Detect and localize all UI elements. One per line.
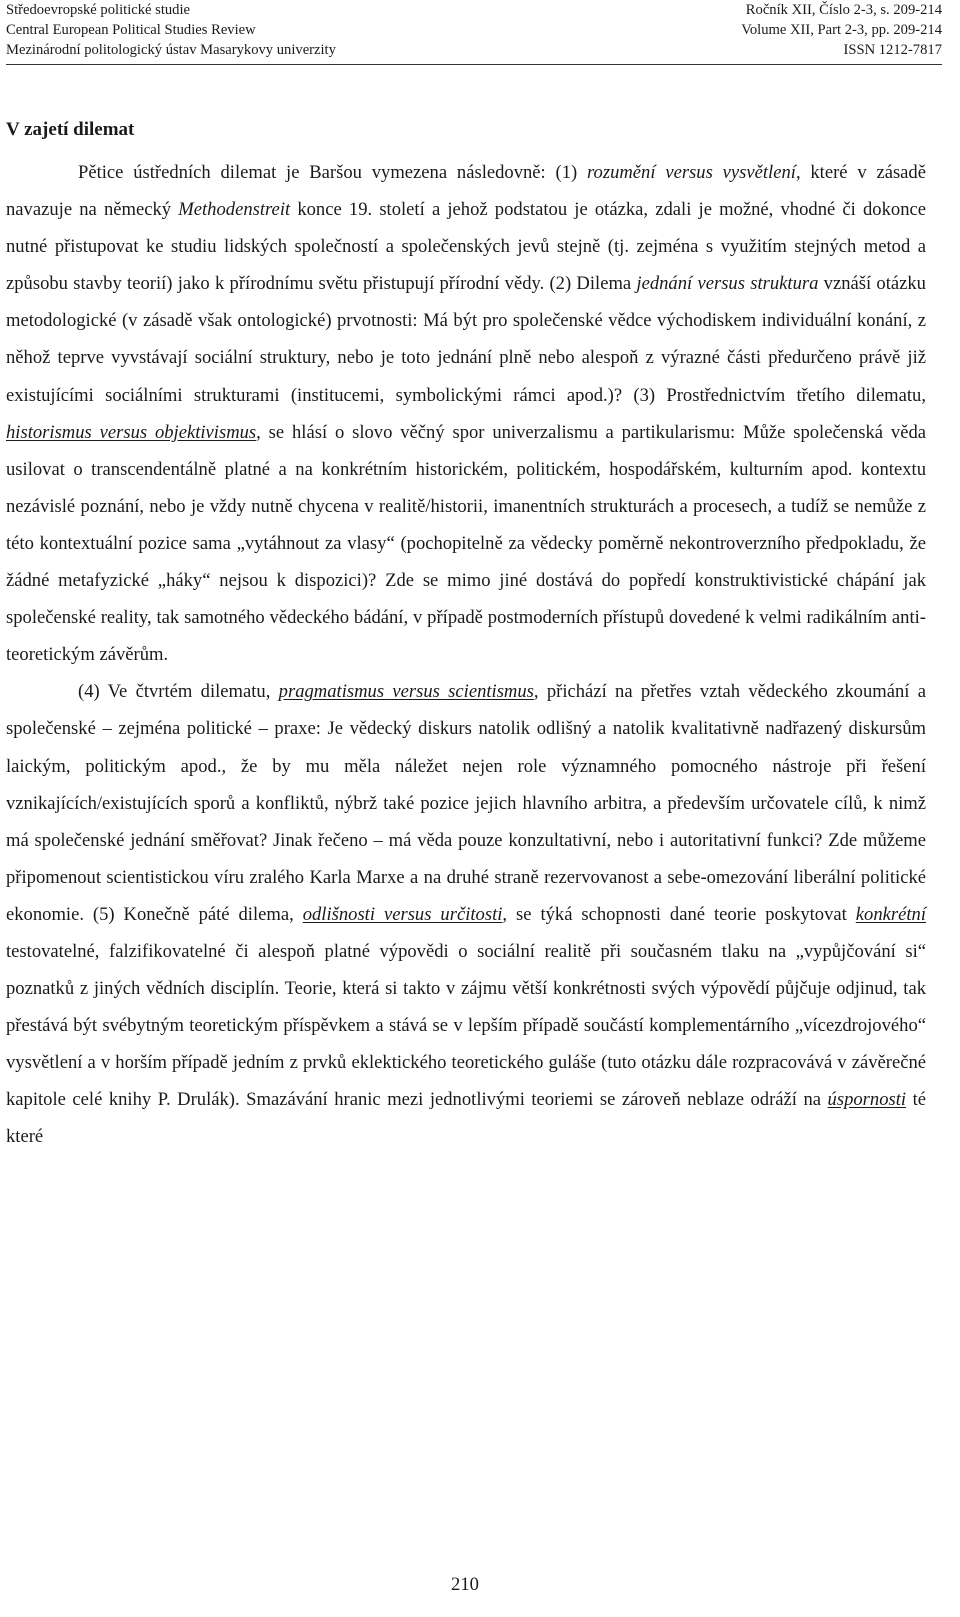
emphasis-term-underlined: pragmatismus versus scientismus (278, 681, 534, 703)
header-row-1 (6, 0, 942, 20)
journal-name-cz: Středoevropské politické studie (6, 2, 191, 18)
section-title: V zajetí dilemat (6, 119, 135, 140)
emphasis-term: Methodenstreit (178, 199, 291, 221)
text-run: testovatelné, falzifikovatelné či alespoň platné výpovědi o sociální realitě při současném tlaku na „vypůjčování si“ poznatků z jiných vědních disciplín. Teorie, která si takto v zájmu větší konkrétnosti svých výpovědí půjčuje odjinud, tak přestává být svébytným teoretickým příspěvkem a stává se v lepším případě součástí komplementárního „vícezdrojového“ vysvětlení a v horším případě jedním z prvků eklektického teoretického guláše (tuto otázku dále rozpracovává v závěrečné kapitole celé knihy P. Drulák). Smazávání hranic mezi jednotlivými teoriemi se zároveň neblaze odráží na (6, 940, 926, 1111)
emphasis-term-underlined: konkrétní (855, 903, 926, 925)
journal-name-en: Central European Political Studies Review (6, 22, 256, 38)
issn: ISSN 1212-7817 (843, 42, 942, 58)
emphasis-term: rozumění versus vysvětlení (587, 162, 796, 183)
text-run: té které (6, 1089, 926, 1148)
institute-name: Mezinárodní politologický ústav Masarykovy univerzity (6, 42, 336, 58)
issue-info-cz: Ročník XII, Číslo 2-3, s. 209-214 (745, 2, 942, 18)
text-run: , které v zásadě navazuje na německý (6, 162, 926, 221)
paragraph-dilemmas-1-3 (6, 154, 926, 673)
header-row-2 (6, 20, 942, 40)
emphasis-term-underlined: úspornosti (827, 1089, 907, 1111)
emphasis-term-underlined: historismus versus objektivismus (6, 421, 257, 443)
text-run: Pětice ústředních dilemat je Baršou vymezena následovně: (1) (78, 162, 587, 183)
running-header (6, 0, 942, 60)
paragraph-dilemmas-4-5 (6, 673, 926, 1155)
emphasis-term-underlined: odlišnosti versus určitosti (302, 903, 503, 925)
issue-info-en: Volume XII, Part 2-3, pp. 209-214 (741, 22, 942, 38)
text-run: , se hlásí o slovo věčný spor univerzalismu a partikularismu: Může společenská věda usilovat o transcendentálně platné a na konkrétním historickém, politickém, hospodářském, kulturním apod. kontextu nezávislé poznání, nebo je vždy nutně chycena v realitě/historii, imanentních strukturách a procesech, a tudíž se nemůže z této kontextuální pozice sama „vytáhnout za vlasy“ (pochopitelně za vědecky poměrně nekontroverzního předpokladu, že žádné metafyzické „háky“ nejsou k dispozici)? Zde se mimo jiné dostává do popředí konstruktivistické chápání jak společenské reality, tak samotného vědeckého bádání, v případě postmoderních přístupů dovedené k velmi radikálním anti-teoretickým závěrům. (6, 421, 926, 666)
emphasis-term: jednání versus struktura (636, 273, 819, 295)
header-divider (6, 64, 942, 65)
text-run: konce 19. století a jehož podstatou je otázka, zdali je možné, vhodné či dokonce nutné přistupovat ke studiu lidských společností a společenských jevů stejně (tj. zejména s využitím stejných metod a způsobu stavby teorií) jako k přírodnímu světu přistupují přírodní vědy. (2) Dilema (6, 199, 927, 295)
header-row-3 (6, 40, 942, 60)
text-run: vznáší otázku metodologické (v zásadě však ontologické) prvotnosti: Má být pro společenské vědce východiskem individuální konání, z něhož teprve vyvstávají sociální struktury, nebo je toto jednání plně nebo alespoň z výrazné části předurčeno právě již existujícími sociálními strukturami (institucemi, symbolickými rámci apod.)? (3) Prostřednictvím třetího dilematu, (6, 273, 926, 406)
text-run: , přichází na přetřes vztah vědeckého zkoumání a společenské – zejména politické – praxe: Je vědecký diskurs natolik odlišný a natolik kvalitativně nadřazený diskursům laickým, politickým apod., že by mu měla náležet nejen role významného pomocného nástroje při řešení vznikajících/existujících sporů a konfliktů, nýbrž také pozice jejich hlavního arbitra, a především určovatele cílů, k nimž má společenské jednání směřovat? Jinak řečeno – má věda pouze konzultativní, nebo i autoritativní funkci? Zde můžeme připomenout scientistickou víru zralého Karla Marxe a na druhé straně rezervovanost a sebe-omezování liberální politické ekonomie. (5) Konečně páté dilema, (6, 681, 927, 925)
page-number: 210 (451, 1574, 479, 1595)
text-run: (4) Ve čtvrtém dilematu, (78, 681, 279, 703)
body-text (6, 154, 926, 1156)
text-run: , se týká schopnosti dané teorie poskytovat (502, 903, 856, 925)
